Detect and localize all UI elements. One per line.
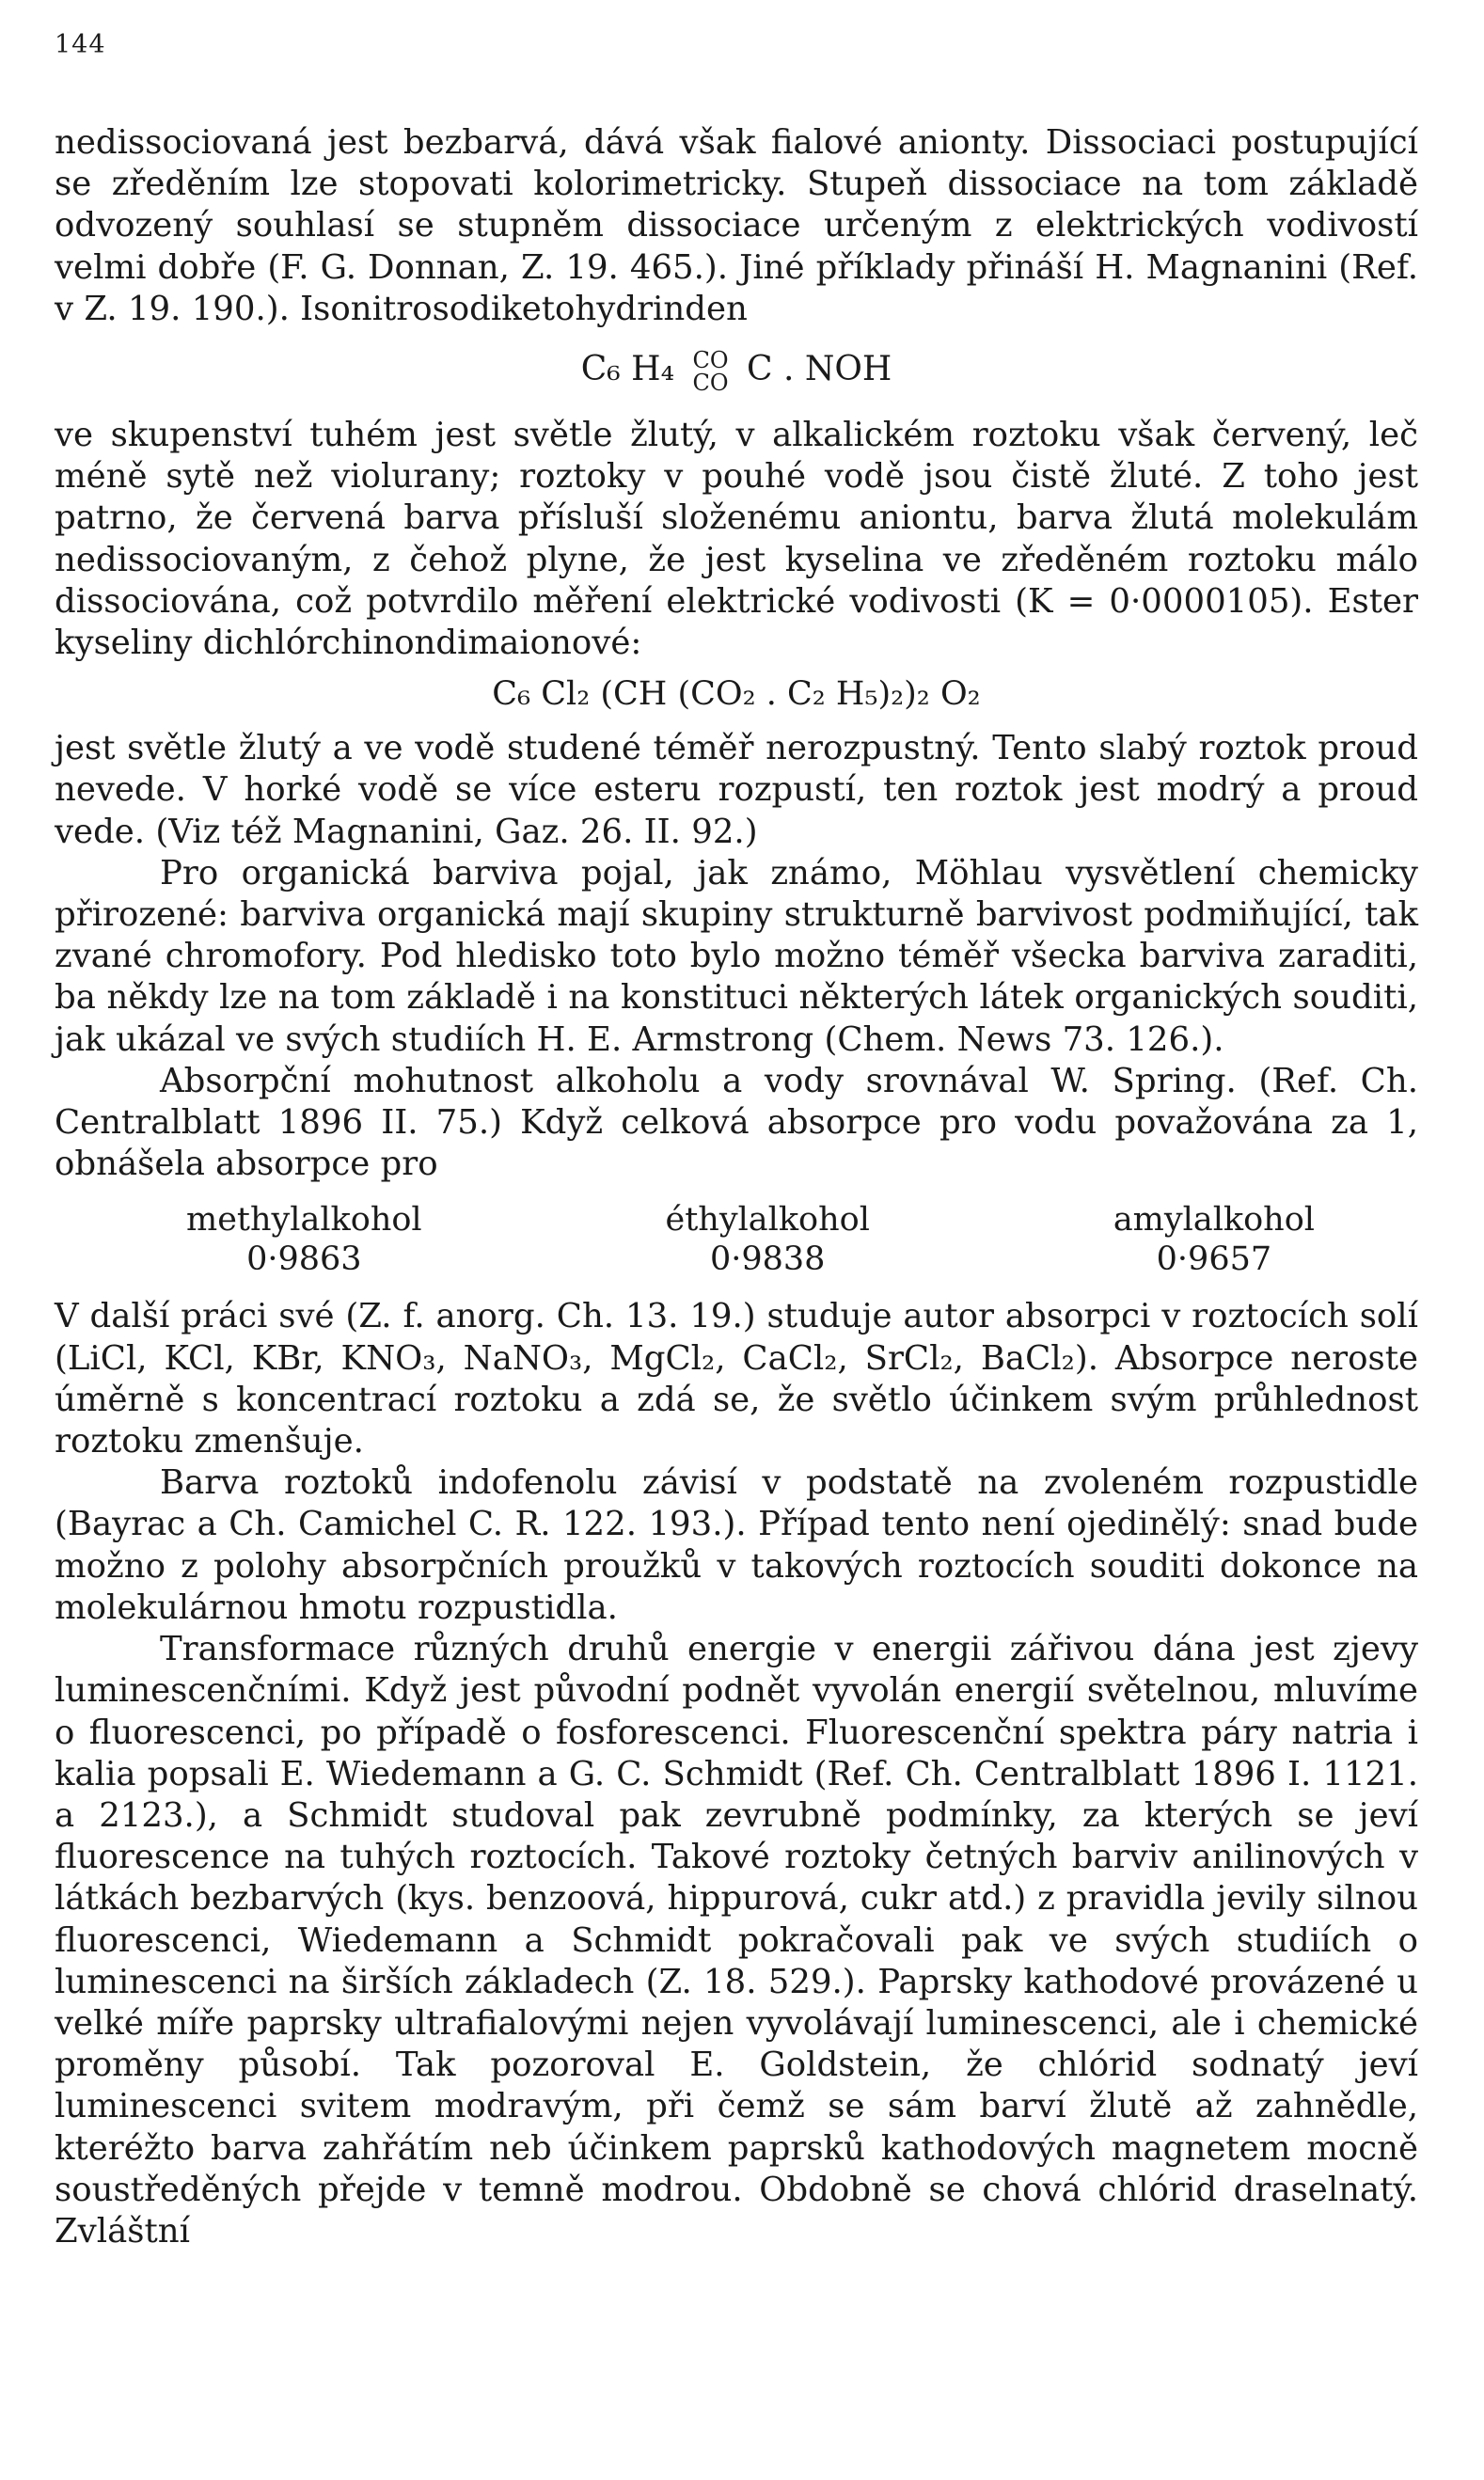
paragraph-1: nedissociovaná jest bezbarvá, dává však fialové anionty. Dissociaci postupující se zředěním lze stopovati kolorimetricky. Stupeň dissociace na tom základě odvozený souhlasí se stupněm dissociace určeným z elektrických vodivostí velmi dobře (F. G. Donnan, Z. 19. 465.). Jiné příklady přináší H. Magnanini (Ref. v Z. 19. 190.). Isonitrosodiketohydrinden: [55, 123, 1418, 328]
formula-bracket: [692, 347, 729, 397]
absorption-table: [55, 1200, 1418, 1279]
absorption-value: 0·9657: [1156, 1240, 1272, 1279]
paragraph-4: Pro organická barviva pojal, jak známo, Möhlau vysvětlení chemicky přirozené: barviva organická mají skupiny strukturně barvivost podmiňující, tak zvané chromofory. Pod hledisko toto bylo možno téměř všecka barviva zaraditi, ba někdy lze na tom základě i na konstituci některých látek organických souditi, jak ukázal ve svých studiích H. E. Armstrong (Chem. News 73. 126.).: [55, 853, 1418, 1059]
paragraph-7: Barva roztoků indofenolu závisí v podstatě na zvoleném rozpustidle (Bayrac a Ch. Camichel C. R. 122. 193.). Případ tento není ojedinělý: snad bude možno z polohy absorpčních proužků v takových roztocích souditi dokonce na molekulárnou hmotu rozpustidla.: [55, 1463, 1418, 1627]
absorption-column: [666, 1200, 870, 1279]
alcohol-name: amylalkohol: [1113, 1201, 1315, 1240]
paragraph-8: Transformace různých druhů energie v energii zářivou dána jest zjevy luminescenčními. Když jest původní podnět vyvolán energií světelnou, mluvíme o fluorescenci, po případě o fosforescenci. Fluorescenční spektra páry natria i kalia popsali E. Wiedemann a G. C. Schmidt (Ref. Ch. Centralblatt 1896 I. 1121. a 2123.), a Schmidt studoval pak zevrubně podmínky, za kterých se jeví fluorescence na tuhých roztocích. Takové roztoky četných barviv anilinových v látkách bezbarvých (kys. benzoová, hippurová, cukr atd.) z pravidla jevily silnou fluorescenci, Wiedemann a Schmidt pokračovali pak ve svých studiích o luminescenci na širších základech (Z. 18. 529.). Paprsky kathodové provázené u velké míře paprsky ultrafialovými nejen vyvolávají luminescenci, ale i chemické proměny působí. Tak pozoroval E. Goldstein, že chlórid sodnatý jeví luminescenci svitem modravým, při čemž se sám barví žlutě až zahnědle, kteréžto barva zahřátím neb účinkem paprsků kathodových magnetem mocně soustředěných přejde v temně modrou. Obdobně se chová chlórid draselnatý. Zvláštní: [55, 1630, 1418, 2251]
formula-top: CO: [692, 347, 729, 374]
absorption-value: 0·9838: [709, 1240, 826, 1279]
alcohol-name: methylalkohol: [186, 1201, 422, 1240]
page-text: [55, 122, 1418, 2252]
paragraph-6: V další práci své (Z. f. anorg. Ch. 13. 19.) studuje autor absorpci v roztocích solí (LiCl, KCl, KBr, KNO₃, NaNO₃, MgCl₂, CaCl₂, SrCl₂, BaCl₂). Absorpce neroste úměrně s koncentrací roztoku a zdá se, že světlo účinkem svým průhlednost roztoku zmenšuje.: [55, 1297, 1418, 1461]
formula-isonitroso: [55, 347, 1418, 397]
absorption-value: 0·9863: [246, 1240, 362, 1279]
absorption-column: [186, 1200, 422, 1279]
formula-left: C₆ H₄: [580, 350, 674, 389]
paragraph-5: Absorpční mohutnost alkoholu a vody srovnával W. Spring. (Ref. Ch. Centralblatt 1896 II. 75.) Když celková absorpce pro vodu považována za 1, obnášela absorpce pro: [55, 1061, 1418, 1184]
paragraph-2: ve skupenství tuhém jest světle žlutý, v alkalickém roztoku však červený, leč méně sytě než violurany; roztoky v pouhé vodě jsou čistě žluté. Z toho jest patrno, že červená barva přísluší složenému aniontu, barva žlutá molekulám nedissociovaným, z čehož plyne, že jest kyselina ve zředěném roztoku málo dissociována, což potvrdilo měření elektrické vodivosti (K = 0·0000105). Ester kyseliny dichlórchinondimaionové:: [55, 416, 1418, 663]
paragraph-3: jest světle žlutý a ve vodě studené téměř nerozpustný. Tento slabý roztok proud nevede. V horké vodě se více esteru rozpustí, ten roztok jest modrý a proud vede. (Viz též Magnanini, Gaz. 26. II. 92.): [55, 729, 1418, 851]
formula-right: C . NOH: [746, 350, 892, 389]
formula-bottom: CO: [692, 370, 729, 397]
formula-ester: C₆ Cl₂ (CH (CO₂ . C₂ H₅)₂)₂ O₂: [492, 675, 981, 714]
absorption-column: [1113, 1200, 1315, 1279]
page-number: 144: [55, 30, 106, 59]
alcohol-name: éthylalkohol: [665, 1201, 870, 1240]
